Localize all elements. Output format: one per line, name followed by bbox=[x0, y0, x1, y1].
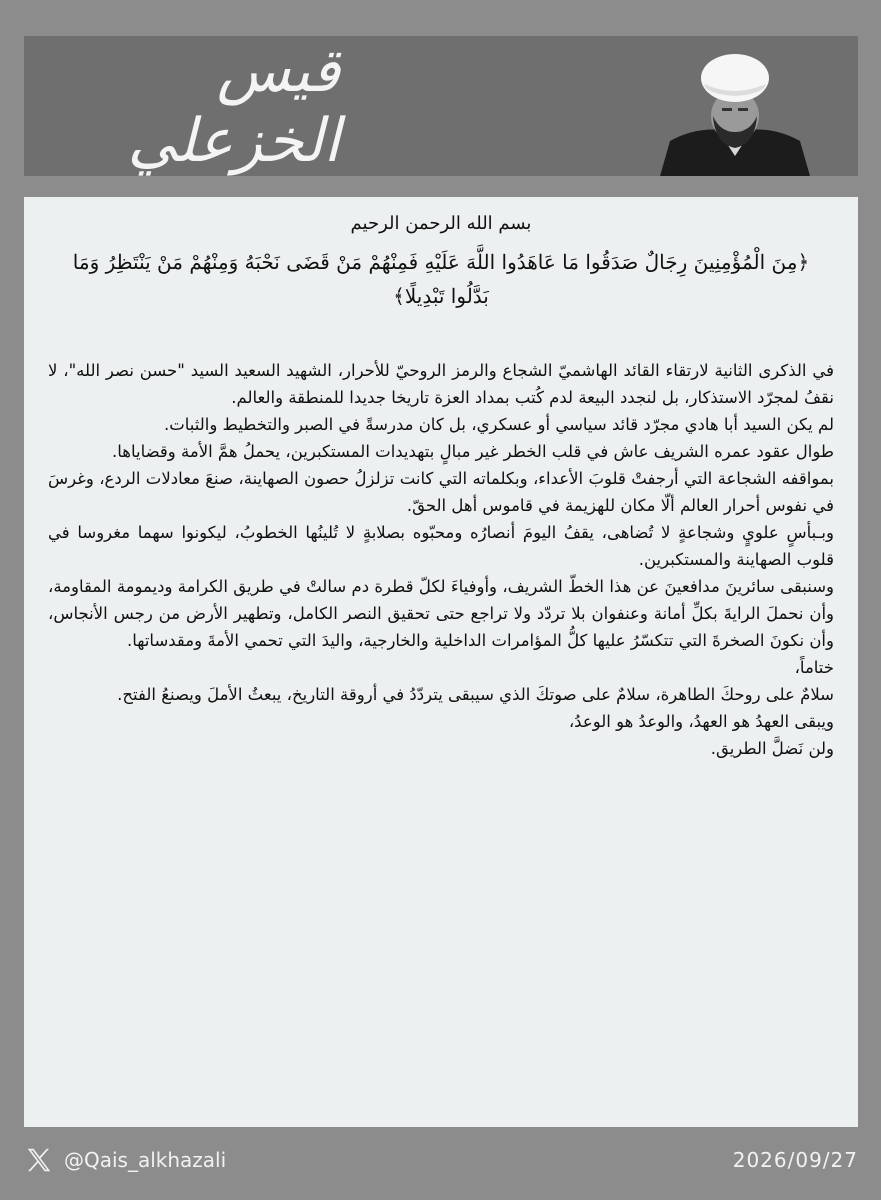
header-banner bbox=[24, 36, 858, 176]
paragraph: في الذكرى الثانية لارتقاء القائد الهاشميّ الشجاع والرمز الروحيّ للأحرار، الشهيد السعيد السيد "حسن نصر الله"، لا نقفُ لمجرّد الاستذكار، بل لنجدد البيعة لدم كُتب بمداد العزة تاريخا جديدا للمنطقة والعالم. bbox=[48, 361, 834, 407]
paragraph: ختاماً، bbox=[794, 658, 834, 677]
paragraph: وبـبأسٍ علويٍ وشجاعةٍ لا تُضاهى، يقفُ اليومَ أنصارُه ومحبّوه بصلابةٍ لا تُلينُها الخطوبُ، ليكونوا سهما مغروسا في قلوب الصهاينة والمستكبرين. bbox=[48, 523, 834, 569]
paragraph: ويبقى العهدُ هو العهدُ، والوعدُ هو الوعدُ، bbox=[568, 712, 834, 731]
paragraph: لم يكن السيد أبا هادي مجرّد قائد سياسي أو عسكري، بل كان مدرسةً في الصبر والتخطيط والثبات. bbox=[163, 415, 834, 434]
paragraph: سلامٌ على روحكَ الطاهرة، سلامٌ على صوتكَ الذي سيبقى يتردّدُ في أروقة التاريخ، يبعثُ الأملَ ويصنعُ الفتح. bbox=[117, 685, 834, 704]
logo-text: قيس الخزعلي bbox=[127, 36, 340, 176]
quran-verse: ﴿مِنَ الْمُؤْمِنِينَ رِجَالٌ صَدَقُوا مَا عَاهَدُوا اللَّهَ عَلَيْهِ فَمِنْهُمْ مَنْ قَضَى نَحْبَهُ وَمِنْهُمْ مَنْ يَنْتَظِرُ وَمَا بَدَّلُوا تَبْدِيلًا﴾ bbox=[72, 250, 810, 308]
handle-text: @Qais_alkhazali bbox=[64, 1148, 227, 1172]
social-handle[interactable] bbox=[24, 1145, 226, 1175]
post-date: 2026/09/27 bbox=[732, 1148, 858, 1172]
statement-panel bbox=[24, 197, 858, 1127]
paragraph: وسنبقى سائرينَ مدافعينَ عن هذا الخطّ الشريف، وأوفياءَ لكلّ قطرة دم سالتْ في طريق الكرامة وديمومة المقاومة، وأن نحملَ الرايةَ بكلِّ أمانة وعنفوان بلا تردّد ولا تراجع حتى تحقيق النصر الكامل، وتطهير الأرض من رجس الأنجاس، وأن نكونَ الصخرةَ التي تتكسّرُ عليها كلُّ المؤامرات الداخلية والخارجية، واليدَ التي تحمي الأمةَ ومقدساتها. bbox=[48, 577, 834, 650]
basmala-heading: بسم الله الرحمن الرحيم bbox=[350, 213, 532, 234]
paragraph: ولن نَضلَّ الطريق. bbox=[710, 739, 834, 758]
x-logo-icon bbox=[24, 1145, 54, 1175]
footer-bar bbox=[24, 1140, 858, 1180]
calligraphy-logo bbox=[40, 36, 340, 176]
paragraph: بمواقفه الشجاعة التي أرجفتْ قلوبَ الأعداء، وبكلماته التي كانت تزلزلُ حصون الصهاينة، صنعَ معادلات الردع، وغرسَ في نفوس أحرار العالم ألّا مكان للهزيمة في قاموس أهل الحقّ. bbox=[48, 469, 834, 515]
statement-body bbox=[48, 357, 834, 762]
portrait-image bbox=[660, 36, 810, 176]
paragraph: طوال عقود عمره الشريف عاش في قلب الخطر غير مبالٍ بتهديدات المستكبرين، يحملُ همَّ الأمة وقضاياها. bbox=[111, 442, 834, 461]
